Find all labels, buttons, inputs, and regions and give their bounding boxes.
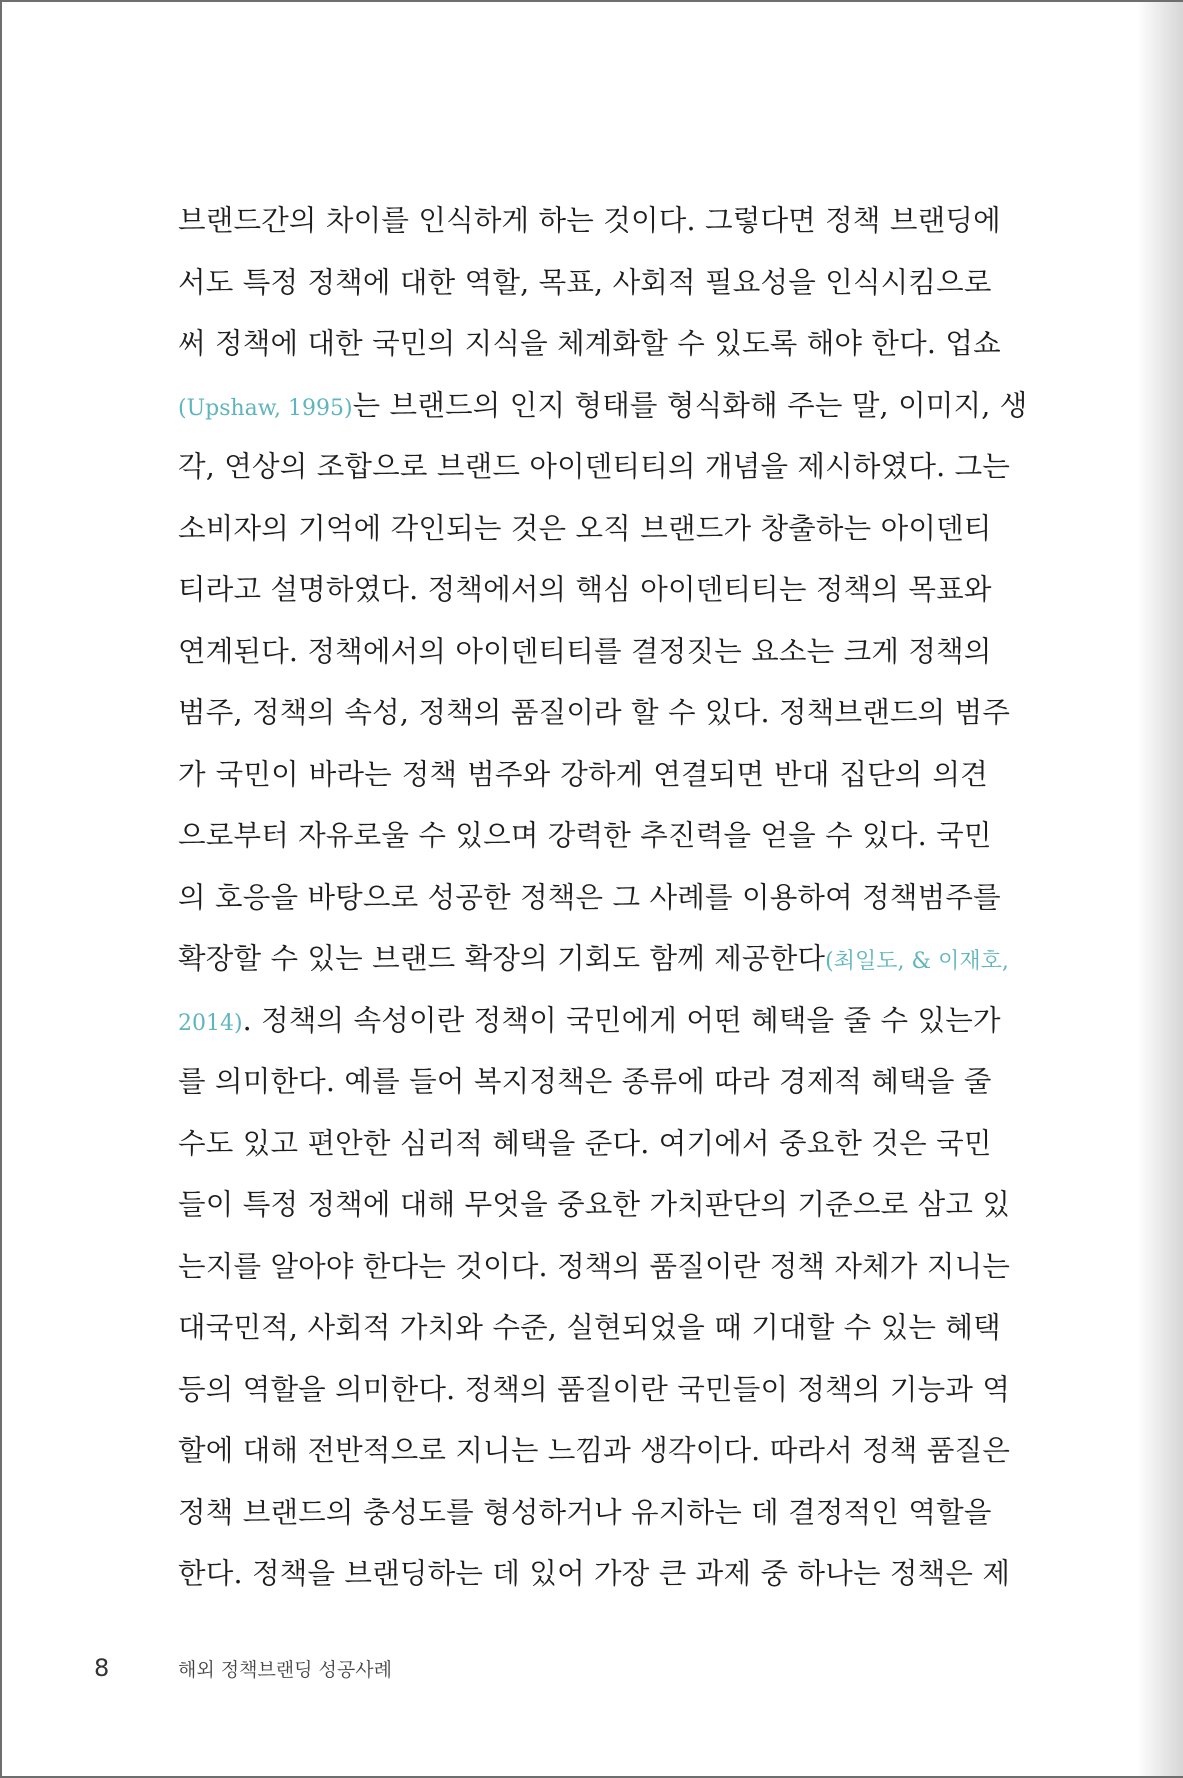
body-text — [178, 190, 1028, 1605]
line-text: 각, 연상의 조합으로 브랜드 아이덴티티의 개념을 제시하였다. 그는 — [178, 450, 1011, 483]
line-text: 티라고 설명하였다. 정책에서의 핵심 아이덴티티는 정책의 목표와 — [178, 573, 992, 606]
line-text: 으로부터 자유로울 수 있으며 강력한 추진력을 얻을 수 있다. 국민 — [178, 819, 992, 852]
line-text: . 정책의 속성이란 정책이 국민에게 어떤 혜택을 줄 수 있는가 — [242, 1003, 1001, 1037]
page-edge-shadow — [1137, 2, 1183, 1776]
line-text: 를 의미한다. 예를 들어 복지정책은 종류에 따라 경제적 혜택을 줄 — [178, 1065, 992, 1098]
body-line-6 — [178, 498, 992, 560]
body-line-17 — [178, 1174, 1011, 1236]
line-text: 등의 역할을 의미한다. 정책의 품질이란 국민들이 정책의 기능과 역 — [178, 1372, 1011, 1406]
body-line-2 — [178, 252, 992, 314]
line-text: 대국민적, 사회적 가치와 수준, 실현되었을 때 기대할 수 있는 혜택 — [178, 1311, 1001, 1344]
running-footer-title: 해외 정책브랜딩 성공사례 — [178, 1659, 392, 1681]
line-text: 써 정책에 대한 국민의 지식을 체계화할 수 있도록 해야 한다. 업쇼 — [178, 327, 1001, 360]
body-line-21 — [178, 1420, 1011, 1482]
line-text: 가 국민이 바라는 정책 범주와 강하게 연결되면 반대 집단의 의견 — [178, 757, 988, 791]
body-line-14 — [178, 990, 1001, 1052]
line-text: 정책 브랜드의 충성도를 형성하거나 유지하는 데 결정적인 역할을 — [178, 1495, 992, 1529]
line-text: 할에 대해 전반적으로 지니는 느낌과 생각이다. 따라서 정책 품질은 — [178, 1434, 1011, 1467]
line-text: 수도 있고 편안한 심리적 혜택을 준다. 여기에서 중요한 것은 국민 — [178, 1126, 992, 1160]
line-text: 브랜드간의 차이를 인식하게 하는 것이다. 그렇다면 정책 브랜딩에 — [178, 204, 1001, 237]
body-line-7 — [178, 559, 992, 621]
body-line-1 — [178, 190, 1001, 252]
line-text: 의 호응을 바탕으로 성공한 정책은 그 사례를 이용하여 정책범주를 — [178, 880, 1001, 914]
body-line-8 — [178, 621, 992, 683]
body-line-18 — [178, 1236, 1011, 1298]
body-line-16 — [178, 1113, 992, 1175]
line-text: 확장할 수 있는 브랜드 확장의 기회도 함께 제공한다 — [178, 942, 826, 975]
line-text: 한다. 정책을 브랜딩하는 데 있어 가장 큰 과제 중 하나는 정책은 제 — [178, 1557, 1011, 1590]
body-line-23 — [178, 1543, 1011, 1605]
body-line-13 — [178, 928, 1009, 990]
body-line-19 — [178, 1297, 1001, 1359]
citation-upshaw: (Upshaw, 1995) — [178, 395, 353, 421]
body-line-11 — [178, 805, 992, 867]
line-text: 연계된다. 정책에서의 아이덴티티를 결정짓는 요소는 크게 정책의 — [178, 634, 992, 668]
body-line-3 — [178, 313, 1001, 375]
body-line-9 — [178, 682, 1011, 744]
body-line-10 — [178, 744, 988, 806]
body-line-15 — [178, 1051, 992, 1113]
citation-year: 2014) — [178, 1010, 243, 1036]
page-footer — [94, 1654, 392, 1682]
body-line-20 — [178, 1359, 1011, 1421]
line-text: 소비자의 기억에 각인되는 것은 오직 브랜드가 창출하는 아이덴티 — [178, 511, 992, 545]
body-line-22 — [178, 1482, 992, 1544]
line-text: 는 브랜드의 인지 형태를 형식화해 주는 말, 이미지, 생 — [352, 388, 1028, 422]
line-text: 들이 특정 정책에 대해 무엇을 중요한 가치판단의 기준으로 삼고 있 — [178, 1188, 1011, 1221]
line-text: 범주, 정책의 속성, 정책의 품질이라 할 수 있다. 정책브랜드의 범주 — [178, 696, 1011, 729]
line-text: 서도 특정 정책에 대한 역할, 목표, 사회적 필요성을 인식시킴으로 — [178, 265, 992, 299]
line-text: 는지를 알아야 한다는 것이다. 정책의 품질이란 정책 자체가 지니는 — [178, 1249, 1011, 1283]
body-line-12 — [178, 867, 1001, 929]
body-line-5 — [178, 436, 1011, 498]
page-number: 8 — [94, 1654, 110, 1682]
citation-choi-lee: (최일도, & 이재호, — [825, 949, 1009, 974]
body-line-4 — [178, 375, 1028, 437]
